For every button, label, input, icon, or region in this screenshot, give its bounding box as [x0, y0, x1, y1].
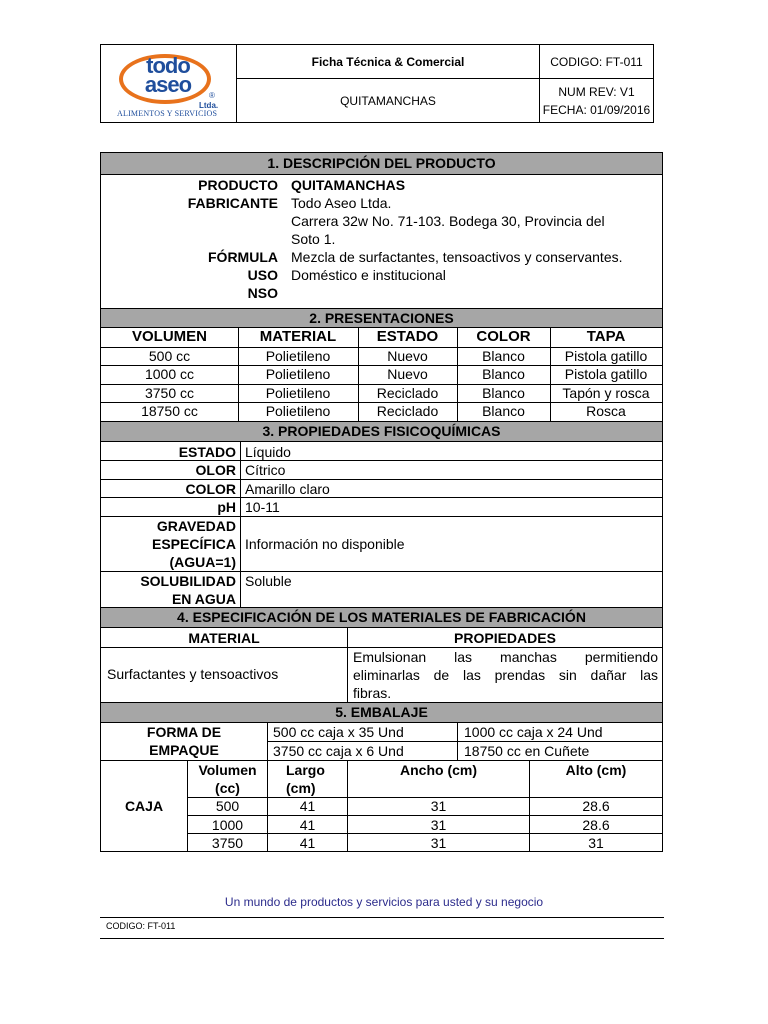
logo-cell: [101, 45, 237, 122]
forma-1000: 1000 cc caja x 24 Und: [464, 724, 603, 740]
value-formula: Mezcla de surfactantes, tensoactivos y conservantes.: [291, 249, 623, 265]
value-ph: 10-11: [245, 499, 280, 515]
presentation-cell: Tapón y rosca: [562, 384, 650, 401]
footer-divider-top: [100, 917, 664, 918]
header-material: MATERIAL: [188, 630, 260, 646]
presentation-cell: Blanco: [482, 366, 525, 383]
presentation-cell: Polietileno: [265, 366, 331, 383]
presentation-cell: Blanco: [482, 384, 525, 401]
header-volumen: [188, 761, 267, 797]
box-cell: 28.6: [582, 817, 610, 833]
label-gravedad: [101, 517, 240, 571]
label-estado: ESTADO: [178, 444, 236, 460]
doc-rev: NUM REV: V1: [558, 84, 635, 99]
col-header-color: COLOR: [476, 328, 531, 345]
value-fabricante: Todo Aseo Ltda.: [291, 195, 392, 211]
label-gravedad-2: ESPECÍFICA: [151, 536, 236, 552]
value-direccion-1: Carrera 32w No. 71-103. Bodega 30, Provincia del: [291, 213, 605, 229]
desc-values: [291, 176, 661, 284]
label-solubilidad-2: EN AGUA: [171, 591, 236, 607]
logo-word-aseo: aseo: [144, 72, 192, 97]
box-cell: 31: [588, 835, 604, 851]
value-producto: QUITAMANCHAS: [291, 177, 406, 193]
presentation-cell: 18750 cc: [141, 403, 198, 420]
value-estado: Líquido: [245, 444, 291, 460]
logo-word-todo: todo: [146, 53, 190, 78]
presentation-cell: 500 cc: [148, 347, 191, 364]
presentation-cell: Nuevo: [387, 366, 428, 383]
box-cell: 28.6: [582, 798, 610, 814]
box-cell: 500: [215, 798, 240, 814]
box-cell: 31: [430, 798, 447, 814]
logo-tagline: ALIMENTOS Y SERVICIOS: [117, 109, 218, 118]
label-solubilidad-1: SOLUBILIDAD: [140, 573, 236, 589]
box-cell: 3750: [211, 835, 244, 851]
box-cell: 41: [299, 835, 316, 851]
header-propiedades: PROPIEDADES: [454, 630, 556, 646]
doc-title: Ficha Técnica & Comercial: [237, 45, 540, 79]
presentation-cell: 3750 cc: [144, 384, 195, 401]
doc-code: CODIGO: FT-011: [540, 45, 653, 79]
footer-divider-bottom: [100, 938, 664, 939]
doc-revision: [540, 79, 653, 122]
presentation-cell: Polietileno: [265, 403, 331, 420]
section-2-title: 2. PRESENTACIONES: [101, 308, 662, 328]
spec-table: [100, 152, 663, 852]
header-largo: [268, 761, 347, 797]
label-caja: CAJA: [124, 798, 164, 814]
label-ph: pH: [217, 499, 236, 515]
label-forma-2: EMPAQUE: [149, 742, 219, 758]
presentation-cell: Rosca: [586, 403, 626, 420]
header-ancho: Ancho (cm): [400, 762, 477, 778]
logo-ltda: Ltda.: [199, 101, 219, 110]
label-fabricante: FABRICANTE: [187, 195, 278, 211]
label-color: COLOR: [185, 481, 236, 497]
presentation-cell: Polietileno: [265, 347, 331, 364]
prop-line-2: eliminarlas de las prendas sin dañar las: [353, 667, 658, 683]
doc-product: QUITAMANCHAS: [237, 79, 540, 122]
forma-500: 500 cc caja x 35 Und: [273, 724, 404, 740]
col-header-estado: ESTADO: [376, 328, 439, 345]
label-forma-empaque: [101, 723, 267, 759]
company-logo: [129, 53, 207, 97]
header-largo-1: Largo: [286, 762, 325, 778]
label-olor: OLOR: [195, 462, 236, 478]
presentation-cell: Reciclado: [376, 384, 439, 401]
box-cell: 1000: [211, 817, 244, 833]
label-solubilidad: [101, 572, 240, 608]
header-alto: Alto (cm): [565, 762, 627, 778]
label-formula: FÓRMULA: [208, 249, 278, 265]
presentation-cell: Blanco: [482, 403, 525, 420]
box-cell: 31: [430, 835, 447, 851]
value-olor: Cítrico: [245, 462, 286, 478]
value-color: Amarillo claro: [245, 481, 330, 497]
doc-date: FECHA: 01/09/2016: [542, 102, 651, 117]
section-4-title: 4. ESPECIFICACIÓN DE LOS MATERIALES DE FABRICACIÓN: [101, 607, 662, 628]
presentation-cell: Reciclado: [376, 403, 439, 420]
presentation-cell: Blanco: [482, 347, 525, 364]
forma-18750: 18750 cc en Cuñete: [464, 743, 590, 759]
header-volumen-2: (cc): [215, 780, 240, 796]
section-5-title: 5. EMBALAJE: [101, 702, 662, 723]
value-propiedades: [353, 648, 658, 702]
footer-slogan: Un mundo de productos y servicios para usted y su negocio: [224, 895, 544, 909]
footer-code: CODIGO: FT-011: [106, 921, 176, 931]
col-header-material: MATERIAL: [259, 328, 337, 345]
value-direccion-2: Soto 1.: [291, 231, 336, 247]
prop-line-1: Emulsionan las manchas permitiendo: [353, 649, 658, 665]
presentation-cell: Pistola gatillo: [564, 366, 648, 383]
presentation-cell: Pistola gatillo: [564, 347, 648, 364]
col-header-tapa: TAPA: [586, 328, 626, 345]
box-cell: 41: [299, 798, 316, 814]
section-3-title: 3. PROPIEDADES FISICOQUÍMICAS: [101, 421, 662, 442]
box-cell: 31: [430, 817, 447, 833]
document-header: [100, 44, 654, 123]
presentation-cell: 1000 cc: [144, 366, 195, 383]
presentation-cell: Nuevo: [387, 347, 428, 364]
label-nso: NSO: [247, 285, 278, 301]
label-gravedad-1: GRAVEDAD: [156, 518, 236, 534]
presentation-cell: Polietileno: [265, 384, 331, 401]
label-producto: PRODUCTO: [198, 177, 278, 193]
header-largo-2: (cm): [286, 780, 316, 796]
forma-3750: 3750 cc caja x 6 Und: [273, 743, 404, 759]
section-1-title: 1. DESCRIPCIÓN DEL PRODUCTO: [101, 153, 662, 175]
col-header-volumen: VOLUMEN: [132, 328, 207, 345]
header-volumen-1: Volumen: [198, 762, 257, 778]
label-uso: USO: [247, 267, 278, 283]
prop-line-3: fibras.: [353, 685, 392, 701]
label-gravedad-3: (AGUA=1): [169, 554, 236, 570]
box-cell: 41: [299, 817, 316, 833]
label-forma-1: FORMA DE: [146, 724, 222, 740]
value-solubilidad: Soluble: [245, 573, 292, 589]
value-material: Surfactantes y tensoactivos: [107, 666, 279, 682]
value-gravedad: Información no disponible: [245, 536, 405, 552]
logo-registered: ®: [209, 91, 215, 100]
value-uso: Doméstico e institucional: [291, 267, 446, 283]
desc-labels: [101, 176, 282, 302]
